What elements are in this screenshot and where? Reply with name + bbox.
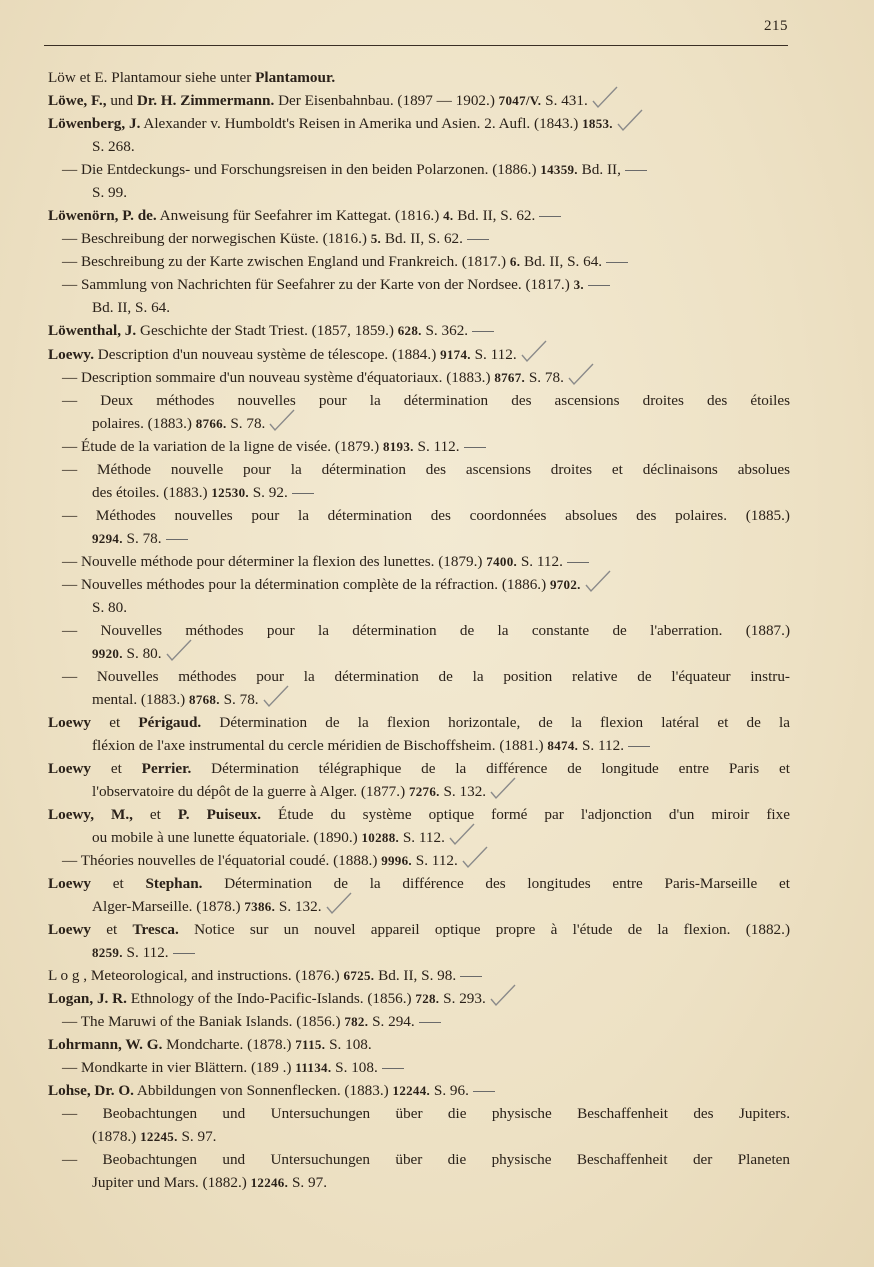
entry-coauthor: Stephan. bbox=[145, 875, 203, 892]
catalog-line bbox=[48, 966, 482, 986]
catalog-line bbox=[62, 160, 647, 180]
entry-coauthor: Tresca. bbox=[132, 921, 179, 938]
entry-reference: S. 112. bbox=[122, 944, 169, 961]
entry-text: Détermination de la différence des longitudes entre Paris-Marseille et bbox=[202, 875, 790, 892]
entry-catalog-number: 8768. bbox=[189, 692, 220, 707]
entry-author: Loewy bbox=[48, 714, 92, 731]
checkmark-icon bbox=[488, 993, 510, 1007]
entry-text: Étude du système optique formé par l'adjonction d'un miroir fixe bbox=[261, 806, 790, 823]
entry-author: Lohse, Dr. O. bbox=[48, 1082, 134, 1099]
entry-reference: S. 132. bbox=[439, 783, 487, 800]
pencil-dash-mark bbox=[606, 262, 628, 263]
entry-author: Logan, J. R. bbox=[48, 990, 127, 1007]
catalog-line bbox=[92, 828, 469, 848]
catalog-line bbox=[62, 1058, 404, 1078]
pencil-dash-mark bbox=[460, 976, 482, 977]
entry-reference: S. 112. bbox=[470, 346, 517, 363]
catalog-line bbox=[48, 920, 790, 940]
entry-text: mental. (1883.) bbox=[92, 691, 190, 708]
catalog-line bbox=[92, 298, 170, 318]
entry-catalog-number: 12244. bbox=[392, 1083, 431, 1098]
catalog-line bbox=[92, 644, 186, 664]
entry-catalog-number: 8193. bbox=[382, 439, 414, 454]
entry-catalog-number: 8259. bbox=[92, 945, 123, 960]
entry-text: — Sammlung von Nachrichten für Seefahrer zu der Karte von der Nordsee. (1817.) bbox=[62, 276, 574, 293]
catalog-line bbox=[92, 414, 289, 434]
catalog-line bbox=[92, 690, 283, 710]
entry-text: Ethnology of the Indo-Pacific-Islands. (1856.) bbox=[126, 990, 416, 1007]
entry-reference: S. 112. bbox=[517, 553, 563, 570]
catalog-line bbox=[48, 321, 494, 341]
entry-connector: et bbox=[132, 806, 178, 823]
catalog-line bbox=[48, 805, 790, 825]
catalog-line bbox=[48, 1081, 495, 1101]
entry-text: S. 99. bbox=[92, 184, 128, 201]
entry-author: Löwenberg, J. bbox=[48, 115, 141, 132]
entry-catalog-number: 8474. bbox=[547, 738, 579, 753]
catalog-line bbox=[92, 897, 346, 917]
entry-text: Alger-Marseille. (1878.) bbox=[92, 898, 245, 915]
entry-text: des étoiles. (1883.) bbox=[92, 484, 212, 501]
entry-text: Notice sur un nouvel appareil optique propre à l'étude de la flexion. (1882.) bbox=[178, 921, 790, 938]
catalog-line bbox=[92, 782, 510, 802]
catalog-line bbox=[48, 874, 790, 894]
entry-author: Loewy bbox=[48, 921, 92, 938]
entry-text: — Nouvelles méthodes pour la détermination de la constante de l'aberration. (1887.) bbox=[62, 622, 790, 639]
entry-catalog-number: 9702. bbox=[549, 577, 581, 592]
entry-reference: Bd. II, bbox=[577, 161, 621, 178]
entry-catalog-number: 11134. bbox=[295, 1060, 332, 1075]
catalog-line bbox=[92, 137, 135, 157]
entry-text: Détermination de la flexion horizontale, de la flexion latéral et de la bbox=[201, 714, 791, 731]
entry-catalog-number: 12246. bbox=[250, 1175, 289, 1190]
entry-catalog-number: 7276. bbox=[408, 784, 440, 799]
catalog-line bbox=[62, 552, 589, 572]
catalog-line bbox=[62, 506, 790, 526]
entry-text: L o g , Meteorological, and instructions. (1876.) bbox=[48, 967, 344, 984]
pencil-dash-mark bbox=[472, 331, 494, 332]
catalog-line bbox=[92, 529, 188, 549]
checkmark-icon bbox=[324, 901, 346, 915]
entry-coauthor: Périgaud. bbox=[138, 714, 202, 731]
entry-catalog-number: 628. bbox=[397, 323, 422, 338]
entry-catalog-number: 10288. bbox=[361, 830, 400, 845]
checkmark-icon bbox=[267, 418, 289, 432]
entry-text: — Die Entdeckungs- und Forschungsreisen in den beiden Polarzonen. (1886.) bbox=[62, 161, 541, 178]
entry-text: — The Maruwi of the Baniak Islands. (1856.) bbox=[62, 1013, 345, 1030]
checkmark-icon bbox=[615, 118, 637, 132]
entry-reference: S. 112. bbox=[578, 737, 625, 754]
entry-catalog-number: 7047/V. bbox=[498, 93, 542, 108]
entry-text: (1878.) bbox=[92, 1128, 141, 1145]
entry-author: Löwenörn, P. de. bbox=[48, 207, 157, 224]
entry-author: Loewy bbox=[48, 760, 92, 777]
entry-reference: S. 112. bbox=[399, 829, 445, 846]
pencil-dash-mark bbox=[419, 1022, 441, 1023]
checkmark-icon bbox=[447, 832, 469, 846]
checkmark-icon bbox=[261, 694, 283, 708]
entry-catalog-number: 9294. bbox=[92, 531, 123, 546]
catalog-line bbox=[48, 989, 510, 1009]
catalog-line bbox=[62, 667, 790, 687]
checkmark-icon bbox=[590, 95, 612, 109]
catalog-line bbox=[62, 851, 482, 871]
entry-text: S. 80. bbox=[92, 599, 128, 616]
entry-catalog-number: 9920. bbox=[92, 646, 123, 661]
entry-catalog-number: 12245. bbox=[140, 1129, 178, 1144]
pencil-dash-mark bbox=[464, 447, 486, 448]
catalog-line bbox=[48, 91, 612, 111]
checkmark-icon bbox=[488, 786, 510, 800]
catalog-line bbox=[92, 736, 650, 756]
entry-catalog-number: 728. bbox=[415, 991, 440, 1006]
entry-connector: et bbox=[91, 921, 133, 938]
catalog-line bbox=[62, 368, 588, 388]
entry-text: — Beobachtungen und Untersuchungen über die physische Beschaffenheit der Planeten bbox=[62, 1151, 790, 1168]
entry-reference: S. 80. bbox=[122, 645, 162, 662]
entry-catalog-number: 3. bbox=[573, 277, 584, 292]
entry-reference: S. 112. bbox=[411, 852, 458, 869]
catalog-line bbox=[48, 759, 790, 779]
entry-text: polaires. (1883.) bbox=[92, 415, 196, 432]
catalog-line bbox=[48, 713, 790, 733]
catalog-line bbox=[62, 460, 790, 480]
catalog-line bbox=[62, 391, 790, 411]
pencil-dash-mark bbox=[567, 562, 589, 563]
entry-text: — Théories nouvelles de l'équatorial coudé. (1888.) bbox=[62, 852, 382, 869]
pencil-dash-mark bbox=[628, 746, 650, 747]
entry-catalog-number: 9174. bbox=[440, 347, 471, 362]
checkmark-icon bbox=[164, 648, 186, 662]
entry-catalog-number: 7386. bbox=[244, 899, 276, 914]
pencil-dash-mark bbox=[382, 1068, 404, 1069]
checkmark-icon bbox=[460, 855, 482, 869]
catalog-line bbox=[62, 252, 628, 272]
entry-text: ou mobile à une lunette équatoriale. (1890.) bbox=[92, 829, 362, 846]
entry-text: — Beschreibung zu der Karte zwischen England und Frankreich. (1817.) bbox=[62, 253, 510, 270]
entry-reference: S. 97. bbox=[288, 1174, 327, 1191]
entry-catalog-number: 6. bbox=[509, 254, 521, 269]
catalog-line bbox=[62, 1012, 441, 1032]
entry-text: — Beobachtungen und Untersuchungen über die physische Beschaffenheit des Jupiters. bbox=[62, 1105, 790, 1122]
entry-reference: S. 294. bbox=[368, 1013, 415, 1030]
entry-text: S. 268. bbox=[92, 138, 135, 155]
checkmark-icon bbox=[566, 372, 588, 386]
entry-coauthor: Perrier. bbox=[141, 760, 192, 777]
pencil-dash-mark bbox=[467, 239, 489, 240]
entry-author: Loewy, M., bbox=[48, 806, 133, 823]
entry-connector: et bbox=[91, 714, 139, 731]
entry-catalog-number: 782. bbox=[344, 1014, 369, 1029]
entry-reference: S. 108. bbox=[331, 1059, 378, 1076]
entry-reference: S. 293. bbox=[439, 990, 486, 1007]
entry-author: Loewy. bbox=[48, 346, 94, 363]
catalog-line bbox=[48, 68, 335, 88]
entry-text: — Nouvelle méthode pour déterminer la flexion des lunettes. (1879.) bbox=[62, 553, 487, 570]
entry-text: Jupiter und Mars. (1882.) bbox=[92, 1174, 251, 1191]
catalog-line bbox=[62, 1150, 790, 1170]
entry-text: Description d'un nouveau système de télescope. (1884.) bbox=[94, 346, 441, 363]
catalog-line bbox=[48, 345, 541, 365]
entry-reference: Bd. II, S. 64. bbox=[520, 253, 603, 270]
catalog-line bbox=[48, 114, 637, 134]
header-rule bbox=[44, 45, 788, 46]
entry-text: Détermination télégraphique de la différence de longitude entre Paris et bbox=[191, 760, 790, 777]
entry-catalog-number: 14359. bbox=[540, 162, 578, 177]
entry-text: — Nouvelles méthodes pour la détermination complète de la réfraction. (1886.) bbox=[62, 576, 550, 593]
pencil-dash-mark bbox=[588, 285, 610, 286]
entry-text: fléxion de l'axe instrumental du cercle méridien de Bischoffsheim. (1881.) bbox=[92, 737, 548, 754]
entry-reference: S. 78. bbox=[226, 415, 266, 432]
pencil-dash-mark bbox=[173, 953, 195, 954]
entry-text: — Méthode nouvelle pour la détermination des ascensions droites et déclinaisons absolues bbox=[62, 461, 790, 478]
pencil-dash-mark bbox=[292, 493, 314, 494]
checkmark-icon bbox=[519, 349, 541, 363]
catalog-line bbox=[92, 1173, 327, 1193]
catalog-line bbox=[92, 598, 127, 618]
entry-reference: Bd. II, S. 62. bbox=[453, 207, 536, 224]
catalog-line bbox=[62, 575, 605, 595]
catalog-line bbox=[62, 275, 610, 295]
entry-catalog-number: 9996. bbox=[381, 853, 412, 868]
entry-text: l'observatoire du dépôt de la guerre à Alger. (1877.) bbox=[92, 783, 409, 800]
entry-reference: Bd. II, S. 98. bbox=[374, 967, 457, 984]
entry-text: — Étude de la variation de la ligne de visée. (1879.) bbox=[62, 438, 383, 455]
catalog-line bbox=[92, 483, 314, 503]
entry-catalog-number: 8767. bbox=[494, 370, 526, 385]
entry-author: Lohrmann, W. G. bbox=[48, 1036, 163, 1053]
entry-catalog-number: 7400. bbox=[486, 554, 518, 569]
entry-connector: et bbox=[91, 875, 146, 892]
entry-reference: S. 362. bbox=[421, 322, 469, 339]
entry-catalog-number: 1853. bbox=[582, 116, 613, 131]
entry-text: Geschichte der Stadt Triest. (1857, 1859.) bbox=[136, 322, 398, 339]
entry-connector: et bbox=[91, 760, 142, 777]
entry-reference: S. 431. bbox=[541, 92, 588, 109]
catalog-line bbox=[62, 229, 489, 249]
entry-reference: S. 108. bbox=[325, 1036, 372, 1053]
entry-catalog-number: 5. bbox=[370, 231, 382, 246]
entry-catalog-number: 12530. bbox=[211, 485, 249, 500]
entry-text: — Description sommaire d'un nouveau système d'équatoriaux. (1883.) bbox=[62, 369, 495, 386]
entry-connector: und bbox=[106, 92, 137, 109]
page-number: 215 bbox=[764, 18, 788, 34]
checkmark-icon bbox=[583, 579, 605, 593]
entry-text: — Mondkarte in vier Blättern. (189 .) bbox=[62, 1059, 296, 1076]
pencil-dash-mark bbox=[473, 1091, 495, 1092]
catalog-line bbox=[62, 437, 486, 457]
entry-catalog-number: 4. bbox=[443, 208, 454, 223]
entry-author: Löwenthal, J. bbox=[48, 322, 137, 339]
catalog-line bbox=[92, 943, 195, 963]
entry-text: Löw et E. Plantamour siehe unter bbox=[48, 69, 256, 86]
entry-text: Abbildungen von Sonnenflecken. (1883.) bbox=[133, 1082, 393, 1099]
catalog-line bbox=[48, 1035, 372, 1055]
entry-reference: S. 78. bbox=[122, 530, 162, 547]
entry-reference: S. 97. bbox=[177, 1128, 217, 1145]
entry-author: Plantamour. bbox=[255, 69, 336, 86]
entry-reference: S. 78. bbox=[219, 691, 259, 708]
entry-reference: S. 92. bbox=[248, 484, 288, 501]
entry-text: — Deux méthodes nouvelles pour la détermination des ascensions droites des étoiles bbox=[62, 392, 790, 409]
entry-reference: S. 112. bbox=[413, 438, 460, 455]
entry-text: Bd. II, S. 64. bbox=[92, 299, 171, 316]
catalog-line bbox=[92, 1127, 216, 1147]
pencil-dash-mark bbox=[539, 216, 561, 217]
entry-author: Löwe, F., bbox=[48, 92, 107, 109]
entry-reference: S. 132. bbox=[275, 898, 322, 915]
pencil-dash-mark bbox=[625, 170, 647, 171]
entry-reference: S. 96. bbox=[430, 1082, 469, 1099]
catalog-line bbox=[48, 206, 561, 226]
entry-text: — Méthodes nouvelles pour la détermination des coordonnées absolues des polaires. (1885.) bbox=[62, 507, 790, 524]
entry-text: — Nouvelles méthodes pour la détermination de la position relative de l'équateur instru- bbox=[62, 668, 790, 685]
entry-text: Der Eisenbahnbau. (1897 — 1902.) bbox=[274, 92, 499, 109]
entry-reference: Bd. II, S. 62. bbox=[381, 230, 463, 247]
entry-reference: S. 78. bbox=[525, 369, 564, 386]
entry-text: Alexander v. Humboldt's Reisen in Amerika und Asien. 2. Aufl. (1843.) bbox=[140, 115, 583, 132]
entry-coauthor: P. Puiseux. bbox=[177, 806, 262, 823]
entry-coauthor: Dr. H. Zimmermann. bbox=[136, 92, 275, 109]
entry-text: Mondcharte. (1878.) bbox=[162, 1036, 296, 1053]
entry-text: Anweisung für Seefahrer im Kattegat. (1816.) bbox=[156, 207, 444, 224]
entry-catalog-number: 6725. bbox=[343, 968, 375, 983]
pencil-dash-mark bbox=[166, 539, 188, 540]
entry-catalog-number: 8766. bbox=[195, 416, 227, 431]
entry-author: Loewy bbox=[48, 875, 92, 892]
entry-catalog-number: 7115. bbox=[295, 1037, 326, 1052]
entry-text: — Beschreibung der norwegischen Küste. (1816.) bbox=[62, 230, 371, 247]
catalog-line bbox=[92, 183, 127, 203]
catalog-line bbox=[62, 1104, 790, 1124]
